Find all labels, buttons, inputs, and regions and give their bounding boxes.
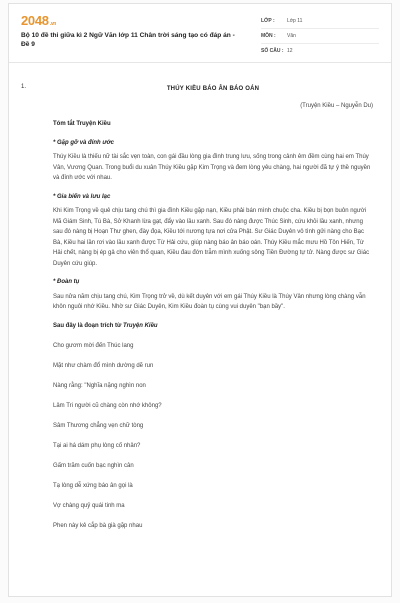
question-body — [53, 84, 373, 531]
poem-title: THÚY KIỀU BÁO ÂN BÁO OÁN — [166, 86, 260, 92]
meta-row-class: LỚP : Lớp 11 — [261, 14, 379, 29]
site-logo[interactable]: 2048.vn — [21, 13, 57, 28]
section-heading-meeting: * Gặp gỡ và đính ước — [53, 139, 115, 146]
section-heading-misfortune: * Gia biến và lưu lạc — [53, 193, 111, 200]
verse-line: Phen này kẻ cắp bà già gặp nhau — [53, 522, 143, 529]
poem-source: (Truyện Kiều – Nguyễn Du) — [300, 102, 373, 109]
verse-line: Mặt như chàm đổ mình dường dẽ run — [53, 362, 154, 369]
meta-row-question-count: SỐ CÂU : 12 — [261, 48, 293, 54]
section-text-reunion: Sau nửa năm chịu tang chú, Kim Trọng trở về, dù kết duyên với em gái Thúy Kiều là Thúy Vân nhưng lòng chàng vẫn khôn nguôi nhớ Kiều. Nhờ sư Giác Duyên, Kim Kiều đoàn tụ cùng vui duyên "bạn bầy". — [53, 293, 366, 310]
question-number: 1. — [21, 84, 27, 90]
excerpt-heading: Sau đây là đoạn trích từ Truyện Kiều — [53, 322, 158, 329]
section-text-meeting: Thúy Kiều là thiếu nữ tài sắc vẹn toàn, con gái đầu lòng gia đình trung lưu, sống trong cảnh êm đềm cùng hai em Thúy Vân, Vương Quan. Trong buổi du xuân Thúy Kiều gặp Kim Trọng và đem lòng yêu chàng, hai người đã tự ý thề nguyền và đính ước với nhau. — [53, 154, 371, 181]
verse-line: Nàng rằng: "Nghĩa nặng nghìn non — [53, 382, 146, 389]
section-heading-reunion: * Đoàn tụ — [53, 279, 80, 285]
verse-line: Cho gươm mời đến Thúc lang — [53, 342, 134, 349]
summary-heading: Tóm tắt Truyện Kiều — [53, 121, 111, 127]
exam-meta-table — [261, 14, 379, 58]
verse-line: Lâm Tri người cũ chàng còn nhớ không? — [53, 402, 162, 409]
document-page — [8, 3, 392, 597]
question-content — [9, 64, 391, 531]
verse-line: Tạ lòng dễ xứng báo ân gọi là — [53, 482, 133, 489]
section-text-misfortune: Khi Kim Trọng về quê chịu tang chú thì gia đình Kiều gặp nạn, Kiều phải bán mình chuộc cha. Kiều bị bọn buôn người Mã Giám Sinh, Tú Bà, Sở Khanh lừa gạt, đẩy vào lầu xanh. Sau đó nàng được Thúc Sinh, cứu khỏi lầu xanh, nhưng sau đó nàng bị Hoạn Thư ghen, đày đọa, Kiều tới nương tựa nơi cửa Phật. Sư Giác Duyên vô tình gửi nàng cho Bạc Bà, Kiều hai lần rơi vào lầu xanh được Từ Hải cứu, giúp nàng báo ân báo oán. Thúy Kiều mắc mưu Hồ Tôn Hiến, Từ Hải chết, nàng bị ép gả cho viên thổ quan, Kiều đau đớn trẫm mình xuống sông Tiền Đường tự tử. Nàng được sư Giác Duyên cứu giúp. — [53, 208, 370, 267]
document-header — [9, 4, 391, 63]
verse-line: Sâm Thương chẳng vẹn chữ tòng — [53, 422, 144, 429]
verse-line: Tại ai há dám phụ lòng cố nhân? — [53, 442, 141, 449]
verse-line: Vợ chàng quỷ quái tinh ma — [53, 502, 125, 509]
meta-row-subject: MÔN : Văn — [261, 29, 379, 44]
verse-line: Gấm trăm cuốn bạc nghìn cân — [53, 462, 134, 469]
exam-title: Bộ 10 đề thi giữa kì 2 Ngữ Văn lớp 11 Chân trời sáng tạo có đáp án - Đề 9 — [21, 32, 235, 48]
